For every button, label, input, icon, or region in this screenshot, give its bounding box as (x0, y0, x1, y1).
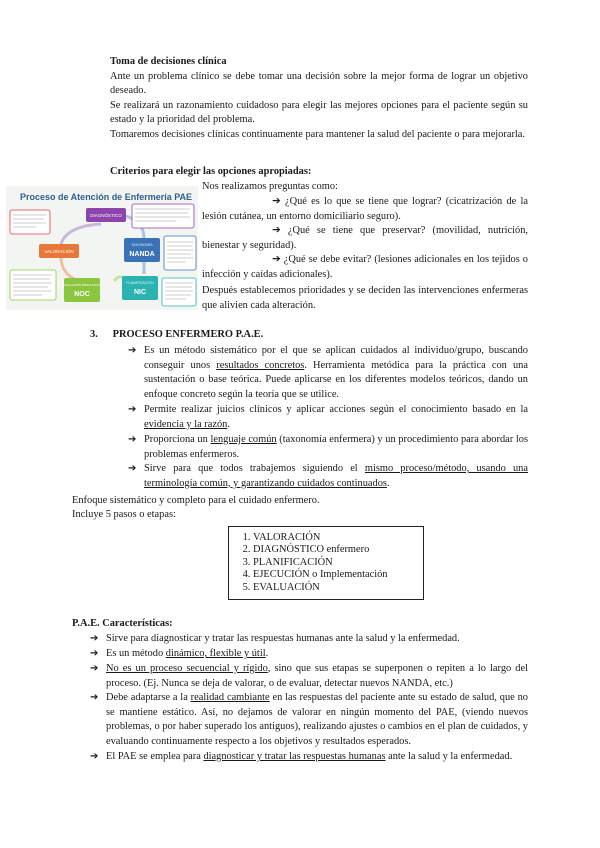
bubble-noc (10, 270, 56, 300)
pae-step: 2. DIAGNÓSTICO enfermero (253, 544, 423, 556)
c2-underlined: dinámico, flexible y útil (165, 648, 266, 659)
noc-sub-label: EVALUACIÓN RESULTADOS (62, 283, 102, 287)
pae-diagram-graphic (6, 186, 198, 310)
pae-step: 4. EJECUCIÓN o Implementación (253, 569, 423, 581)
arrow-icon: ➔ (90, 751, 99, 762)
b4-underlined: mismo proceso/método, usando una terminología común, y garantizando cuidados continuados (144, 463, 528, 489)
nic-sub-label: PLANIFICACIÓN (126, 281, 154, 285)
arrow-icon: ➔ (272, 195, 281, 207)
b2-underlined: evidencia y la razón (144, 418, 228, 430)
decisions-paragraph-3: Tomaremos decisiones clínicas continuamente para mantener la salud del paciente o para mejorarla. (110, 128, 526, 140)
arrow-icon: ➔ (128, 463, 137, 474)
b1-underlined: resultados concretos (216, 359, 305, 371)
decisions-heading: Toma de decisiones clínica (110, 56, 227, 67)
criteria-question-2 (202, 223, 528, 253)
characteristic-5 (90, 750, 528, 765)
arrow-icon: ➔ (90, 663, 99, 674)
arrow-icon: ➔ (128, 404, 137, 415)
pae-diagram (6, 186, 198, 310)
arrow-icon: ➔ (90, 648, 99, 659)
b3-underlined: lenguaje común (210, 434, 277, 445)
characteristic-3 (90, 662, 528, 691)
pae-steps-list (229, 532, 423, 594)
c4-underlined: realidad cambiante (190, 692, 270, 703)
valoracion-label: VALORACIÓN (44, 249, 74, 254)
nanda-label: NANDA (129, 251, 155, 258)
criteria-question-3 (202, 252, 528, 282)
pae-step: 3. PLANIFICACIÓN (253, 557, 423, 569)
decisions-paragraph-1: Ante un problema clínico se debe tomar una decisión sobre la mejor forma de lograr un objetivo deseado. (110, 70, 528, 97)
section3-bullet-3 (128, 433, 528, 462)
nanda-sub-label: TAXONOMÍA (131, 243, 153, 247)
noc-box (64, 278, 100, 302)
pae-step: 5. EVALUACIÓN (253, 582, 423, 594)
arrow-icon: ➔ (272, 253, 281, 265)
characteristics-heading: P.A.E. Características: (72, 618, 173, 629)
b1-text-end: . Herramienta metódica para la práctica con una sustentación o base teórica. Puede aplicarse en los diferentes modelos teóricos, dando un enfoque concreto según la teoría que se utilice. (144, 359, 528, 400)
criteria-q3-text: ¿Qué se debe evitar? (lesiones adicionales en los tejidos o infección y caídas adicionales). (202, 254, 528, 280)
characteristic-1 (90, 632, 528, 647)
bubble-valoracion (10, 210, 50, 234)
b1-text: Es un método sistemático por el que se aplican cuidados al individuo/grupo, buscando conseguir unos (144, 345, 528, 371)
criteria-question-1 (202, 194, 528, 224)
characteristic-2 (90, 647, 528, 662)
b3-text-end: (taxonomía enfermera) y un procedimiento para abordar los problemas enfermeros. (144, 434, 528, 460)
section3-number: 3. (90, 329, 98, 340)
bubble-nic (162, 278, 196, 306)
c4-text: Debe adaptarse a la (106, 692, 191, 703)
decisions-paragraph-2: Se realizará un razonamiento cuidadoso para elegir las mejores opciones para el paciente según su estado y la prioridad del problema. (110, 99, 528, 126)
b2-text: Permite realizar juicios clínicos y aplicar acciones según el conocimiento basado en la (144, 404, 528, 415)
criteria-closing: Después establecemos prioridades y se deciden las intervenciones enfermeras que alivien cada alteración. (202, 285, 528, 311)
b4-text: Sirve para que todos trabajemos siguiendo el (144, 463, 365, 474)
characteristic-4 (90, 691, 528, 749)
section3-bullet-4 (128, 462, 528, 491)
arrow-icon: ➔ (128, 345, 137, 356)
c4-text-end: en las respuestas del paciente ante su estado de salud, que no se mantiene estático. Así, no dejamos de valorar en ningún momento del PAE, (viendo nuevos problemas, o por haber superado los antiguos), realizando ajustes o cambios en el plan de cuidados, y evaluando continuamente respecto a los objetivos y resultados esperados. (106, 692, 528, 747)
b2-text-end: . (227, 418, 230, 430)
nic-box (122, 276, 158, 300)
noc-label: NOC (74, 291, 90, 298)
criteria-heading: Criterios para elegir las opciones apropiadas: (110, 166, 312, 177)
section3-heading (90, 328, 263, 343)
c5-text-end: ante la salud y la enfermedad. (385, 751, 513, 762)
decisions-section (110, 55, 528, 143)
section3-bullet-2 (128, 403, 528, 432)
c3-text: , sino que sus etapas se superponen o repiten a lo largo del proceso. (Ej. Nunca se deja de valorar, o de evaluar, detectar nuevos NANDA, etc.) (106, 663, 528, 689)
criteria-q1-text: ¿Qué es lo que se tiene que lograr? (cicatrización de la lesión cutánea, un entorno domiciliario seguro). (202, 196, 528, 222)
b3-text: Proporciona un (144, 434, 211, 445)
arrow-icon: ➔ (90, 633, 99, 644)
c5-underlined: diagnosticar y tratar las respuestas humanas (203, 751, 386, 762)
nic-label: NIC (133, 289, 147, 296)
enfoque-text: Enfoque sistemático y completo para el cuidado enfermero. (72, 495, 320, 506)
arrow-icon: ➔ (272, 224, 281, 236)
c1-text: Sirve para diagnosticar y tratar las respuestas humanas ante la salud y la enfermedad. (106, 633, 460, 644)
bubble-diagnostico (132, 204, 194, 228)
pae-step: 1. VALORACIÓN (253, 532, 423, 544)
criteria-q2-text: ¿Qué se tiene que preservar? (movilidad, nutrición, bienestar y seguridad). (202, 225, 528, 251)
arrow-icon: ➔ (90, 692, 99, 703)
criteria-intro: Nos realizamos preguntas como: (202, 181, 338, 192)
nanda-box (124, 238, 160, 262)
c3-underlined: No es un proceso secuencial y rígido (106, 663, 268, 674)
incluye-text: Incluye 5 pasos o etapas: (72, 509, 176, 520)
section3-title: PROCESO ENFERMERO P.A.E. (112, 329, 264, 340)
c5-text: El PAE se emplea para (106, 751, 204, 762)
c2-text: Es un método (106, 648, 166, 659)
bubble-nanda (164, 236, 196, 270)
diagnostico-label: DIAGNÓSTICO (90, 213, 122, 218)
arrow-icon: ➔ (128, 434, 137, 445)
section3-bullet-1 (128, 344, 528, 402)
c2-text-end: . (265, 648, 269, 659)
b4-text-end: . (386, 477, 390, 489)
pae-steps-box (228, 526, 424, 600)
diagram-title: Proceso de Atención de Enfermería PAE (20, 192, 193, 202)
